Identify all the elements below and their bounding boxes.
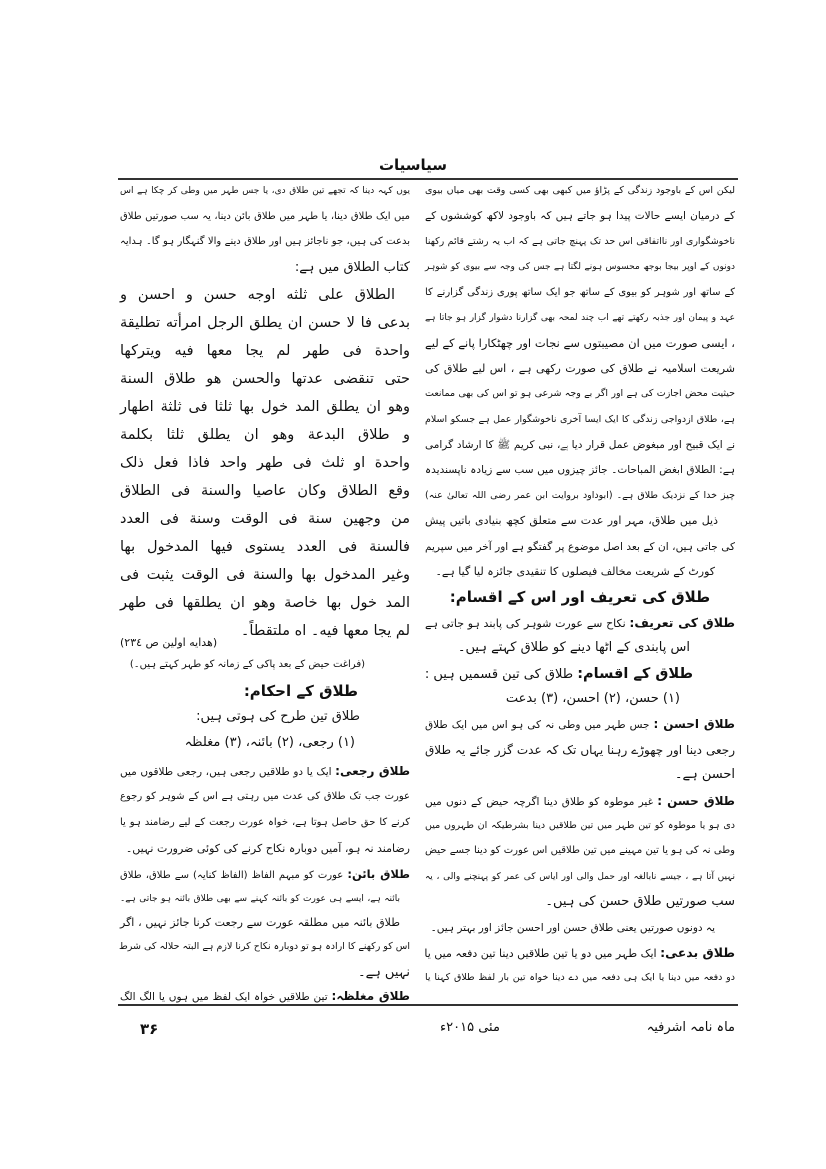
line-text: ایک طہر میں دو یا تین طلاقیں دینا تین دفعہ میں یا <box>424 947 661 960</box>
text-line <box>425 840 735 862</box>
term-label: طلاق بائن: <box>347 867 410 881</box>
line-text: بدعت کی ہیں، جو ناجائز ہیں اور طلاق دینے والا گنہگار ہو گا۔ ہدایہ <box>120 236 410 247</box>
line-text: عورت جب تک طلاق کی عدت میں رہتی ہے اس کے شوہر کو رجوع <box>120 791 410 802</box>
line-text: المد خول بها خاصة وهو ان یطلقها فی طهر <box>120 595 410 611</box>
text-line <box>120 396 410 418</box>
text-line <box>425 815 735 837</box>
text-line <box>425 739 735 761</box>
text-line <box>425 561 715 583</box>
text-line <box>425 637 690 659</box>
text-line <box>425 485 735 507</box>
text-line <box>425 917 715 939</box>
text-line <box>425 282 735 304</box>
left-column <box>120 0 410 1169</box>
line-text: طلاق کی تعریف اور اس کے اقسام: <box>449 588 711 607</box>
line-text: میں ایک طلاق دینا، یا طہر میں طلاق بائن دینا، یہ سب صورتیں طلاق <box>120 210 410 222</box>
text-line <box>120 564 410 586</box>
line-text: بائنہ ہے، ایسے ہی عورت کو بائنہ کہنے سے بھی طلاق بائنہ ہو جاتی ہے۔ <box>120 894 400 904</box>
text-line <box>120 452 410 474</box>
line-text: سب صورتیں طلاق حسن کی ہیں۔ <box>545 894 735 910</box>
line-text: طلاق تین طرح کی ہوتی ہیں: <box>196 709 360 724</box>
footer-divider <box>118 1004 738 1006</box>
line-text: یوں کہہ دینا کہ تجھے تین طلاق دی، یا جس طہر میں وطی کر چکا ہے اس <box>120 186 410 196</box>
text-line <box>120 480 410 502</box>
text-line <box>425 256 735 278</box>
text-line <box>120 888 400 910</box>
line-text: نکاح سے عورت شوہر کی پابند ہو جاتی ہے <box>425 616 630 630</box>
line-text: دو دفعہ میں دینا یا ایک ہی دفعہ میں دے دینا خواہ تین بار لفظ طلاق کہنا یا <box>425 972 735 984</box>
text-line <box>425 713 735 735</box>
text-line <box>425 383 735 405</box>
line-text: الطلاق علی ثلثه اوجه حسن و احسن و <box>120 287 395 303</box>
text-line <box>120 180 410 202</box>
text-line <box>120 284 395 306</box>
line-text: فالسنة فی العدد یستوی فیها المدخول بها <box>120 539 410 555</box>
text-line <box>120 257 410 279</box>
line-text: لیکن اس کے باوجود زندگی کے پڑاؤ میں کبھی بھی کسی وقت بھی میاں بیوی <box>425 185 735 196</box>
line-text: نہیں ہے۔ <box>357 965 410 980</box>
term-label: طلاق احسن : <box>653 717 735 732</box>
text-line <box>425 409 735 431</box>
text-line <box>120 340 410 362</box>
text-line <box>120 863 410 885</box>
text-line <box>425 231 735 253</box>
line-text: وهو ان یطلق المد خول بها ثلثا فی ثلثة اطهار <box>120 399 410 415</box>
line-text: نہیں آتا ہے ، جیسے نابالغہ اور حمل والی اور ایاس کی عمر کو پہنچنے والی ، یہ <box>425 871 735 882</box>
text-line <box>425 205 735 227</box>
line-text: وطی نہ کی ہو یا تین مہینے میں تین طلاقیں اس عورت کو دینا جسے حیض <box>425 845 735 857</box>
line-text: اس کو رکھنے کا ارادہ ہو تو دوبارہ نکاح کرنا لازم ہے البتہ حلالہ کی شرط <box>118 941 410 952</box>
text-line <box>120 812 410 834</box>
term-label: طلاق حسن : <box>657 793 735 808</box>
text-line <box>120 760 410 782</box>
line-text: لم یجا معها فیه۔ اه ملتقطاً۔ <box>240 623 410 639</box>
line-text: ایک یا دو طلاقیں رجعی ہیں، رجعی طلاقوں میں <box>120 766 336 778</box>
line-text: (فراغت حیض کے بعد پاکی کے زمانہ کو طہر کہتے ہیں۔) <box>129 659 365 670</box>
line-text: طلاق کے احکام: <box>243 682 358 700</box>
text-line <box>120 838 410 860</box>
text-line <box>120 936 410 958</box>
text-line <box>120 231 410 253</box>
text-line <box>120 654 365 676</box>
line-text: رضامند نہ ہو، آمیں دوبارہ نکاح کرنے کی کوئی ضرورت نہیں۔ <box>125 842 410 855</box>
text-line <box>425 942 735 964</box>
page-number: ۳۶ <box>140 1020 159 1038</box>
text-line <box>120 508 410 530</box>
line-text: طلاق کی تین قسمیں ہیں : <box>424 666 578 682</box>
text-line <box>120 312 410 334</box>
term-label: طلاق رجعی: <box>335 764 411 778</box>
text-line <box>120 706 360 728</box>
text-line <box>425 180 735 202</box>
text-line <box>425 663 693 685</box>
line-text: شریعت اسلامیہ نے طلاق کی صورت رکھی ہے ، اس لیے طلاق کی <box>425 361 735 375</box>
line-text: یہ دونوں صورتیں یعنی طلاق حسن اور احسن جائز اور بہتر ہیں۔ <box>430 921 715 934</box>
line-text: واحدة فی طهر لم یجا معها فیه ویترکها <box>120 343 410 359</box>
text-line <box>425 866 735 888</box>
text-line <box>120 912 400 934</box>
line-text: (۱) رجعی، (۲) بائنہ، (۳) مغلظہ <box>184 735 355 750</box>
text-line <box>120 786 410 808</box>
line-text: رجعی دینا اور چھوڑے رہنا یہاں تک کہ عدت گزر جائے یہ طلاق <box>425 742 735 757</box>
line-text: غیر موطوہ کو طلاق دینا اگرچہ حیض کے دنوں میں <box>425 795 658 808</box>
line-text: کی جاتی ہیں، ان کے بعد اصل موضوع پر گفتگو ہے اور آخر میں سپریم <box>425 540 735 553</box>
line-text: ہے: الطلاق ابغض المباحات۔ جائز چیزوں میں سب سے زیادہ ناپسندیدہ <box>425 464 735 477</box>
line-text: عورت کو مبہم الفاظ (الفاظ کنایہ) سے طلاق، طلاق <box>120 870 348 881</box>
line-text: وقع الطلاق وکان عاصیا والسنة فی الطلاق <box>120 483 410 499</box>
text-line <box>425 434 735 456</box>
line-text: (هدایه اولین ص ۲۳٤) <box>120 636 218 649</box>
line-text: واحدة او ثلث فی طهر واحد فاذا فعل ذلک <box>120 455 410 471</box>
line-text: جس طہر میں وطی نہ کی ہو اس میں ایک طلاق <box>425 719 654 732</box>
text-line <box>120 368 410 390</box>
line-text: کرنے کا حق حاصل ہوتا ہے، خواہ عورت رجعت کے لیے رضامند ہو یا <box>120 817 410 828</box>
text-line <box>425 358 735 380</box>
line-text: ذیل میں طلاق، مہر اور عدت سے متعلق کچھ بنیادی باتیں پیش <box>425 514 718 528</box>
term-label: طلاق کے اقسام: <box>577 665 693 682</box>
line-text: دی ہو یا موطوہ کو تین طہر میں تین طلاقیں دینا بشرطیکہ ان طہروں میں <box>425 820 735 831</box>
line-text: عہد و پیمان اور جذبہ رکھتے تھے اب چند لمحہ بھی گزارنا دشوار گزار ہو جاتا ہے <box>425 313 735 323</box>
text-line <box>120 206 410 228</box>
text-line <box>120 536 410 558</box>
magazine-name: ماہ نامہ اشرفیہ <box>646 1020 735 1035</box>
line-text: ، ایسی صورت میں ان مصیبتوں سے نجات اور چھٹکارا پانے کے لیے <box>425 336 735 351</box>
line-text: طلاق بائنہ میں مطلقہ عورت سے رجعت کرنا جائز نہیں ، اگر <box>120 916 400 929</box>
term-label: طلاق کی تعریف: <box>629 614 735 630</box>
line-text: کتاب الطلاق میں ہے: <box>294 260 410 275</box>
text-line <box>425 307 735 329</box>
text-line <box>425 688 680 710</box>
line-text: بدعی فا لا حسن ان یطلق الرجل امرأته تطلیقة <box>120 315 410 331</box>
issue-date: مئی ۲۰۱۵ء <box>440 1020 500 1035</box>
line-text: و طلاق البدعة وهو ان یطلق ثلثا بکلمة <box>120 427 410 443</box>
line-text: وغیر المدخول بها والسنة فی الوقت یثبت فی <box>120 567 410 583</box>
line-text: نے ایک قبیح اور مبغوض عمل قرار دیا ہے، نبی کریم ﷺ کا ارشاد گرامی <box>425 439 735 451</box>
right-column <box>425 0 735 1169</box>
term-label: طلاق مغلظہ: <box>331 989 410 1003</box>
line-text: (۱) حسن، (۲) احسن، (۳) بدعت <box>505 691 680 706</box>
text-line <box>425 891 735 913</box>
text-line <box>120 962 410 984</box>
line-text: کے ساتھ اور شوہر کو بیوی کے ساتھ جو ایک ساتھ پوری زندگی گزارنے کا <box>425 286 735 298</box>
line-text: کورٹ کے شریعت مخالف فیصلوں کا تنقیدی جائزہ لیا گیا ہے۔ <box>435 565 715 578</box>
text-line <box>425 790 735 812</box>
line-text: کے درمیان ایسے حالات پیدا ہو جاتے ہیں کہ باوجود لاکھ کوششوں کے <box>425 210 735 223</box>
text-line <box>425 536 735 558</box>
section-title: سیاسیات <box>378 156 448 174</box>
text-line <box>120 592 410 614</box>
line-text: ہے، طلاق ازدواجی زندگی کا ایک ایسا آخری ناخوشگوار عمل ہے جسکو اسلام <box>425 413 735 425</box>
text-line <box>425 764 735 786</box>
text-line <box>425 332 735 354</box>
line-text: ناخوشگواری اور نااتفاقی اس حد تک پہنچ جاتی ہے کہ اب یہ رشتے قائم رکھنا <box>425 235 735 247</box>
term-label: طلاق بدعی: <box>660 945 735 960</box>
text-line <box>425 459 735 481</box>
line-text: چیز خدا کے نزدیک طلاق ہے۔ (ابوداود بروایت ابن عمر رضی اللہ تعالیٰ عنہ) <box>425 489 735 501</box>
text-line <box>120 732 355 754</box>
line-text: من وجهین سنة فی الوقت وسنة فی العدد <box>120 511 410 527</box>
line-text: دونوں کے اوپر بیجا بوجھ محسوس ہونے لگتا ہے جس کی وجہ سے بیوی کو شوہر <box>425 262 735 273</box>
text-line <box>425 612 735 634</box>
line-text: حتی تنقضی عدتها والحسن هو طلاق السنة <box>120 371 410 387</box>
section-heading <box>120 680 358 702</box>
text-line <box>425 967 735 989</box>
line-text: تین طلاقیں خواہ ایک لفظ میں ہوں یا الگ الگ <box>120 991 332 1003</box>
line-text: اس پابندی کے اٹھا دینے کو طلاق کہتے ہیں۔ <box>457 640 690 656</box>
text-line <box>120 424 410 446</box>
text-line <box>120 632 410 654</box>
line-text: احسن ہے۔ <box>674 767 735 783</box>
line-text: حیثیت محض اجازت کی ہے اور اگر بے وجہ شرعی ہو تو اس کی بھی ممانعت <box>425 388 735 400</box>
section-heading <box>425 586 735 608</box>
text-line <box>425 510 718 532</box>
